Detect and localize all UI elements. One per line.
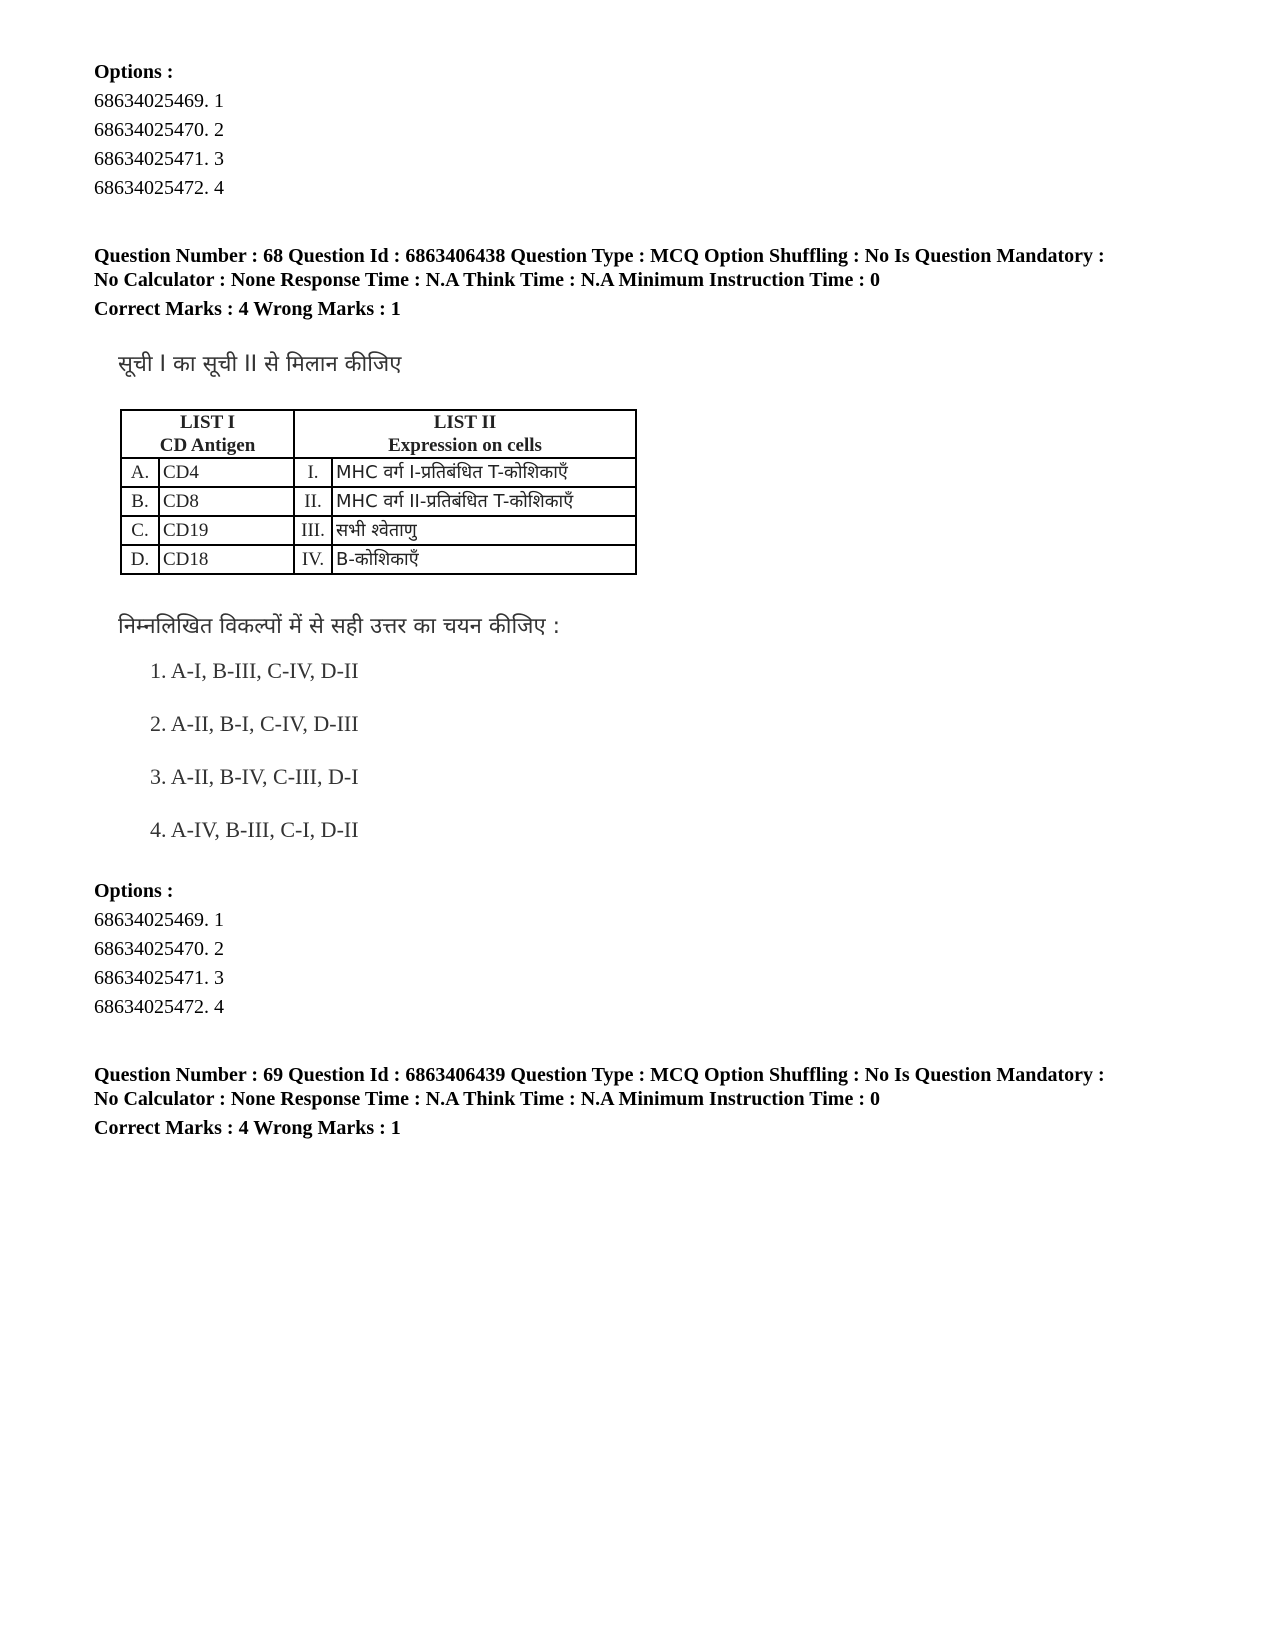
antigen-cell: CD18 (159, 545, 294, 574)
option-item: 68634025472. 4 (94, 177, 224, 199)
option-item: 68634025470. 2 (94, 119, 224, 141)
table-row (121, 487, 636, 516)
roman-numeral: I. (294, 458, 332, 487)
options-heading: Options : (94, 61, 174, 83)
expression-cell: B-कोशिकाएँ (332, 545, 636, 574)
options-heading: Options : (94, 880, 174, 902)
list1-subtitle: CD Antigen (159, 435, 256, 456)
q69-meta-line2: No Calculator : None Response Time : N.A Think Time : N.A Minimum Instruction Time : 0 (94, 1088, 880, 1110)
q68-options-block (94, 877, 224, 1022)
option-item: 68634025471. 3 (94, 967, 224, 989)
q69-meta-line1: Question Number : 69 Question Id : 6863406439 Question Type : MCQ Option Shuffling : No Is Question Mandatory : (94, 1064, 1105, 1086)
list2-title: LIST II (433, 412, 497, 433)
roman-numeral: IV. (294, 545, 332, 574)
option-item: 68634025469. 1 (94, 90, 224, 112)
antigen-cell: CD8 (159, 487, 294, 516)
table-row (121, 458, 636, 487)
option-item: 68634025471. 3 (94, 148, 224, 170)
q69-meta (94, 1063, 1204, 1111)
antigen-cell: CD19 (159, 516, 294, 545)
option-item: 68634025469. 1 (94, 909, 224, 931)
list1-header (121, 410, 294, 458)
antigen-cell: CD4 (159, 458, 294, 487)
expression-cell: सभी श्वेताणु (332, 516, 636, 545)
q69-marks: Correct Marks : 4 Wrong Marks : 1 (94, 1117, 401, 1139)
list1-title: LIST I (179, 412, 236, 433)
answer-choice: 1. A-I, B-III, C-IV, D-II (150, 658, 359, 683)
table-row (121, 516, 636, 545)
row-label: C. (121, 516, 159, 545)
expression-cell: MHC वर्ग II-प्रतिबंधित T-कोशिकाएँ (332, 487, 636, 516)
q68-meta-line2: No Calculator : None Response Time : N.A Think Time : N.A Minimum Instruction Time : 0 (94, 269, 880, 291)
list2-subtitle: Expression on cells (388, 435, 542, 456)
answer-choice: 3. A-II, B-IV, C-III, D-I (150, 764, 359, 789)
row-label: D. (121, 545, 159, 574)
list2-header (294, 410, 636, 458)
row-label: B. (121, 487, 159, 516)
table-row (121, 545, 636, 574)
option-item: 68634025470. 2 (94, 938, 224, 960)
match-table-header (121, 410, 636, 458)
q68-instruction: निम्नलिखित विकल्पों में से सही उत्तर का चयन कीजिए : (118, 614, 561, 639)
previous-options-block (94, 58, 224, 203)
q68-meta-line1: Question Number : 68 Question Id : 6863406438 Question Type : MCQ Option Shuffling : No Is Question Mandatory : (94, 245, 1105, 267)
expression-cell: MHC वर्ग I-प्रतिबंधित T-कोशिकाएँ (332, 458, 636, 487)
answer-choice: 4. A-IV, B-III, C-I, D-II (150, 817, 359, 842)
roman-numeral: III. (294, 516, 332, 545)
row-label: A. (121, 458, 159, 487)
roman-numeral: II. (294, 487, 332, 516)
answer-choice: 2. A-II, B-I, C-IV, D-III (150, 711, 359, 736)
q68-prompt: सूची I का सूची II से मिलान कीजिए (118, 352, 402, 377)
q68-meta (94, 244, 1204, 292)
match-table (120, 409, 637, 575)
q68-marks: Correct Marks : 4 Wrong Marks : 1 (94, 298, 401, 320)
option-item: 68634025472. 4 (94, 996, 224, 1018)
